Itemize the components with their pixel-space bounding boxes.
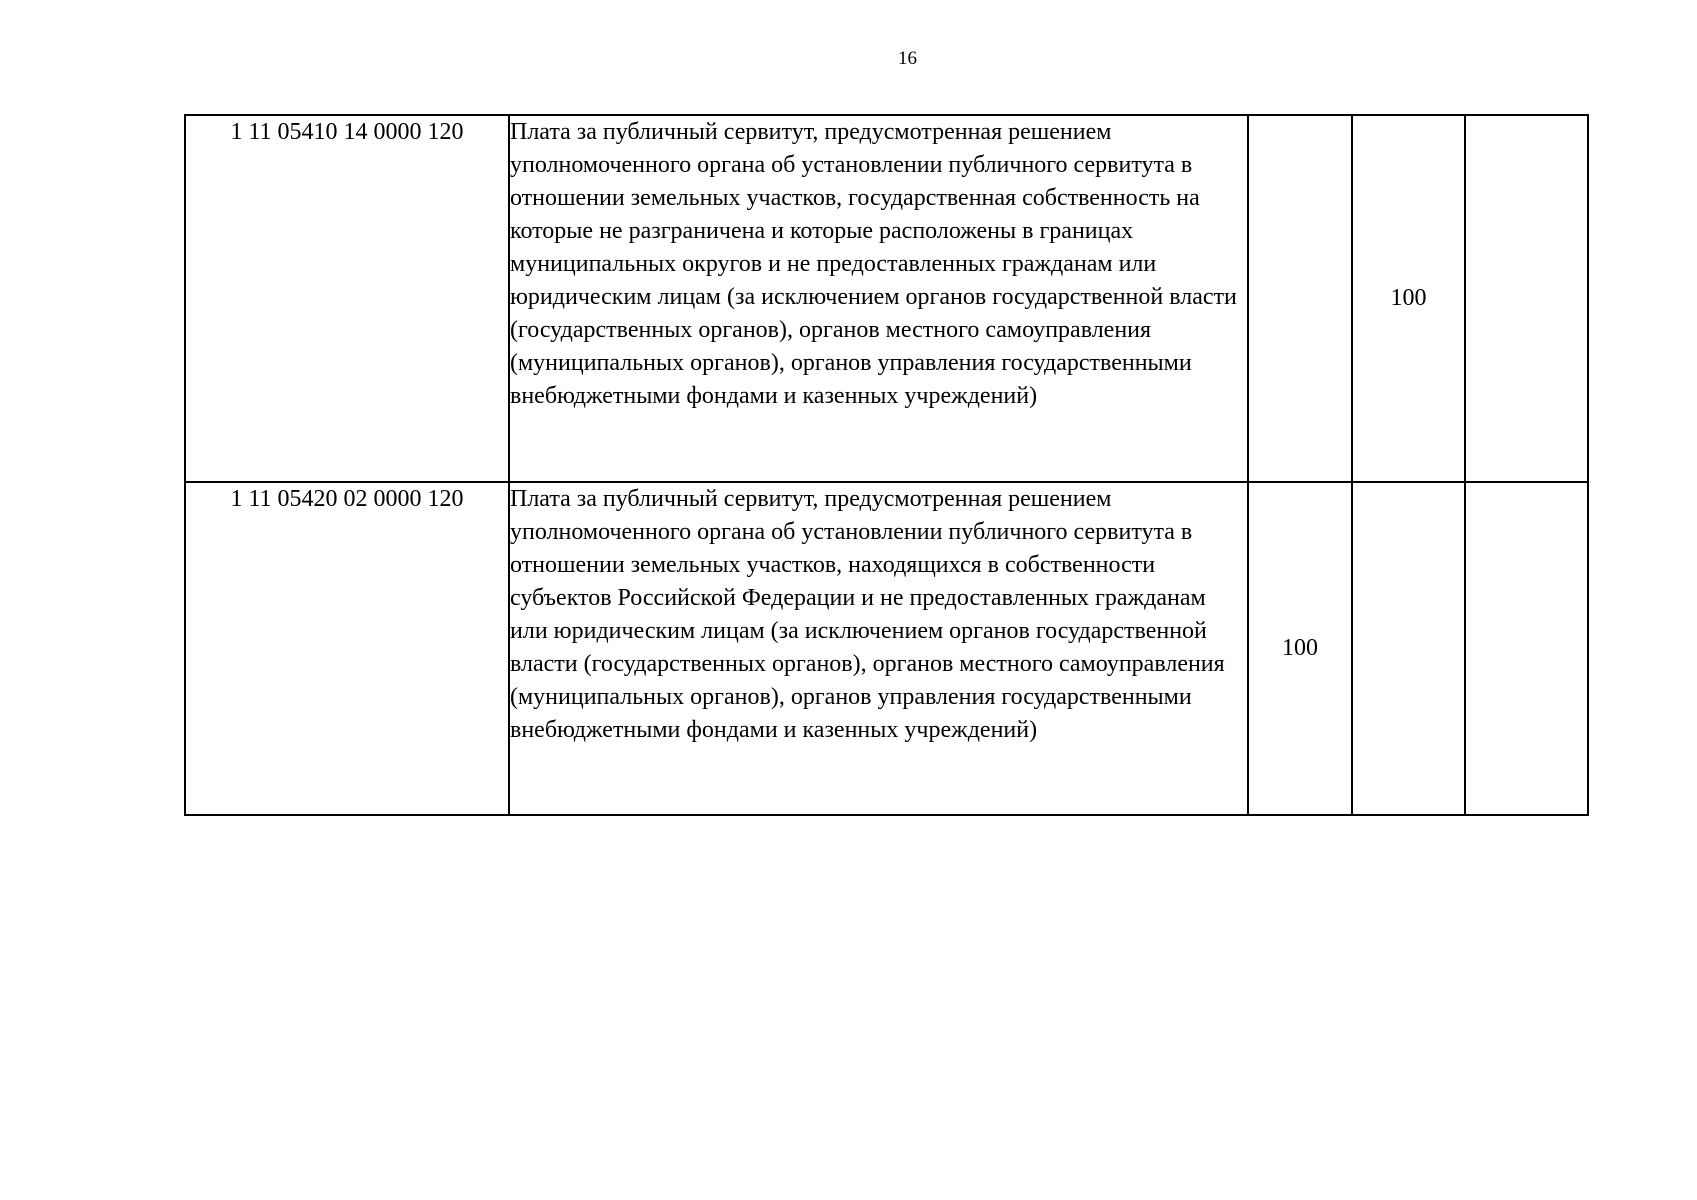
budget-share-cell-3: 100 bbox=[1248, 482, 1352, 815]
revenue-description-cell: Плата за публичный сервитут, предусмотренная решением уполномоченного органа об установлении публичного сервитута в отношении земельных участков, государственная собственность на которые не разграничена и которые расположены в границах муниципальных округов и не предоставленных гражданам или юридическим лицам (за исключением органов государственной власти (государственных органов), органов местного самоуправления (муниципальных органов), органов управления государственными внебюджетными фондами и казенных учреждений) bbox=[509, 115, 1248, 482]
table-row bbox=[185, 115, 1588, 482]
revenue-description-cell: Плата за публичный сервитут, предусмотренная решением уполномоченного органа об установлении публичного сервитута в отношении земельных участков, находящихся в собственности субъектов Российской Федерации и не предоставленных гражданам или юридическим лицам (за исключением органов государственной власти (государственных органов), органов местного самоуправления (муниципальных органов), органов управления государственными внебюджетными фондами и казенных учреждений) bbox=[509, 482, 1248, 815]
budget-share-cell-3 bbox=[1248, 115, 1352, 482]
budget-share-cell-5 bbox=[1465, 482, 1588, 815]
table-row bbox=[185, 482, 1588, 815]
revenue-code-cell: 1 11 05410 14 0000 120 bbox=[185, 115, 509, 482]
page-number: 16 bbox=[898, 48, 917, 69]
budget-share-cell-4: 100 bbox=[1352, 115, 1465, 482]
revenue-table bbox=[184, 114, 1589, 816]
budget-share-cell-5 bbox=[1465, 115, 1588, 482]
revenue-code-cell: 1 11 05420 02 0000 120 bbox=[185, 482, 509, 815]
budget-share-cell-4 bbox=[1352, 482, 1465, 815]
